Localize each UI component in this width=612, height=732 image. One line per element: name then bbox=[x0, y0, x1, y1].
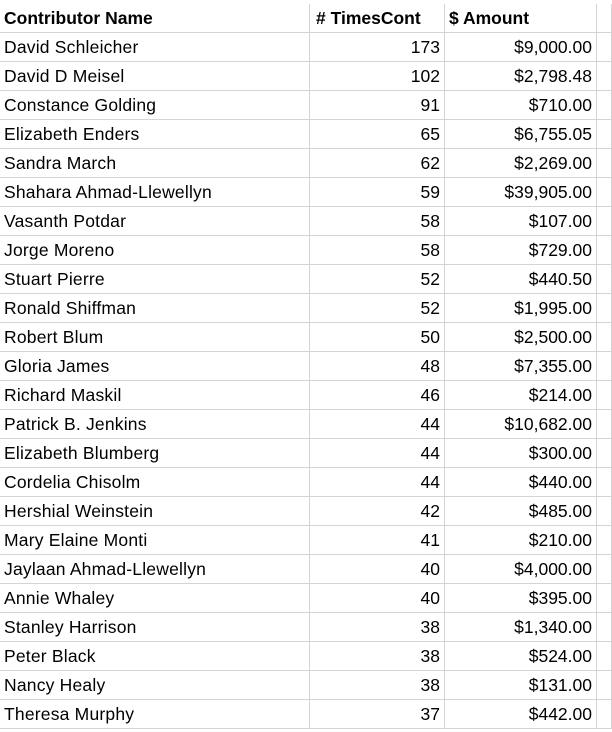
empty-cell[interactable] bbox=[597, 33, 612, 62]
empty-cell[interactable] bbox=[597, 555, 612, 584]
empty-cell[interactable] bbox=[597, 294, 612, 323]
table-row bbox=[0, 439, 612, 468]
cell-times-contributed[interactable]: 50 bbox=[310, 323, 445, 352]
cell-amount[interactable]: $39,905.00 bbox=[445, 178, 597, 207]
table-row bbox=[0, 381, 612, 410]
cell-times-contributed[interactable]: 58 bbox=[310, 236, 445, 265]
cell-times-contributed[interactable]: 40 bbox=[310, 555, 445, 584]
cell-contributor-name[interactable]: Patrick B. Jenkins bbox=[0, 410, 310, 439]
cell-times-contributed[interactable]: 41 bbox=[310, 526, 445, 555]
table-row bbox=[0, 497, 612, 526]
cell-contributor-name[interactable]: Shahara Ahmad-Llewellyn bbox=[0, 178, 310, 207]
header-amount[interactable]: $ Amount bbox=[445, 4, 597, 33]
cell-contributor-name[interactable]: Nancy Healy bbox=[0, 671, 310, 700]
cell-amount[interactable]: $4,000.00 bbox=[445, 555, 597, 584]
cell-amount[interactable]: $1,995.00 bbox=[445, 294, 597, 323]
cell-contributor-name[interactable]: Ronald Shiffman bbox=[0, 294, 310, 323]
empty-cell[interactable] bbox=[597, 265, 612, 294]
cell-contributor-name[interactable]: Mary Elaine Monti bbox=[0, 526, 310, 555]
cell-times-contributed[interactable]: 37 bbox=[310, 700, 445, 729]
cell-amount[interactable]: $131.00 bbox=[445, 671, 597, 700]
cell-times-contributed[interactable]: 44 bbox=[310, 410, 445, 439]
empty-cell[interactable] bbox=[597, 91, 612, 120]
cell-times-contributed[interactable]: 40 bbox=[310, 584, 445, 613]
cell-contributor-name[interactable]: Hershial Weinstein bbox=[0, 497, 310, 526]
cell-times-contributed[interactable]: 48 bbox=[310, 352, 445, 381]
empty-cell[interactable] bbox=[597, 381, 612, 410]
table-row bbox=[0, 62, 612, 91]
cell-contributor-name[interactable]: Jorge Moreno bbox=[0, 236, 310, 265]
header-contributor-name[interactable]: Contributor Name bbox=[0, 4, 310, 33]
cell-amount[interactable]: $7,355.00 bbox=[445, 352, 597, 381]
table-row bbox=[0, 120, 612, 149]
empty-cell[interactable] bbox=[597, 120, 612, 149]
table-row bbox=[0, 613, 612, 642]
cell-contributor-name[interactable]: Theresa Murphy bbox=[0, 700, 310, 729]
empty-cell[interactable] bbox=[597, 410, 612, 439]
cell-amount[interactable]: $9,000.00 bbox=[445, 33, 597, 62]
cell-amount[interactable]: $300.00 bbox=[445, 439, 597, 468]
cell-contributor-name[interactable]: Richard Maskil bbox=[0, 381, 310, 410]
cell-contributor-name[interactable]: Gloria James bbox=[0, 352, 310, 381]
cell-times-contributed[interactable]: 44 bbox=[310, 439, 445, 468]
header-times-contributed[interactable]: # TimesCont bbox=[310, 4, 445, 33]
cell-amount[interactable]: $6,755.05 bbox=[445, 120, 597, 149]
cell-amount[interactable]: $729.00 bbox=[445, 236, 597, 265]
table-row bbox=[0, 33, 612, 62]
cell-times-contributed[interactable]: 38 bbox=[310, 671, 445, 700]
cell-times-contributed[interactable]: 46 bbox=[310, 381, 445, 410]
cell-times-contributed[interactable]: 38 bbox=[310, 613, 445, 642]
empty-cell[interactable] bbox=[597, 236, 612, 265]
table-row bbox=[0, 91, 612, 120]
table-row bbox=[0, 526, 612, 555]
cell-times-contributed[interactable]: 38 bbox=[310, 642, 445, 671]
cell-amount[interactable]: $107.00 bbox=[445, 207, 597, 236]
cell-contributor-name[interactable]: Sandra March bbox=[0, 149, 310, 178]
cell-contributor-name[interactable]: Vasanth Potdar bbox=[0, 207, 310, 236]
cell-amount[interactable]: $524.00 bbox=[445, 642, 597, 671]
empty-cell[interactable] bbox=[597, 700, 612, 729]
table-row bbox=[0, 352, 612, 381]
table-row bbox=[0, 294, 612, 323]
empty-cell[interactable] bbox=[597, 62, 612, 91]
table-row bbox=[0, 265, 612, 294]
table-row bbox=[0, 236, 612, 265]
cell-times-contributed[interactable]: 102 bbox=[310, 62, 445, 91]
cell-amount[interactable]: $440.50 bbox=[445, 265, 597, 294]
cell-amount[interactable]: $210.00 bbox=[445, 526, 597, 555]
empty-cell[interactable] bbox=[597, 439, 612, 468]
cell-times-contributed[interactable]: 59 bbox=[310, 178, 445, 207]
empty-cell[interactable] bbox=[597, 352, 612, 381]
cell-amount[interactable]: $214.00 bbox=[445, 381, 597, 410]
table-row bbox=[0, 410, 612, 439]
cell-contributor-name[interactable]: Stanley Harrison bbox=[0, 613, 310, 642]
table-row bbox=[0, 555, 612, 584]
cell-contributor-name[interactable]: Jaylaan Ahmad-Llewellyn bbox=[0, 555, 310, 584]
empty-cell[interactable] bbox=[597, 671, 612, 700]
cell-amount[interactable]: $2,500.00 bbox=[445, 323, 597, 352]
empty-cell[interactable] bbox=[597, 323, 612, 352]
table-row bbox=[0, 468, 612, 497]
cell-times-contributed[interactable]: 62 bbox=[310, 149, 445, 178]
cell-amount[interactable]: $395.00 bbox=[445, 584, 597, 613]
cell-contributor-name[interactable]: David Schleicher bbox=[0, 33, 310, 62]
cell-contributor-name[interactable]: Elizabeth Enders bbox=[0, 120, 310, 149]
header-row bbox=[0, 4, 612, 33]
table-row bbox=[0, 584, 612, 613]
cell-times-contributed[interactable]: 58 bbox=[310, 207, 445, 236]
empty-cell[interactable] bbox=[597, 613, 612, 642]
cell-contributor-name[interactable]: Robert Blum bbox=[0, 323, 310, 352]
cell-times-contributed[interactable]: 52 bbox=[310, 294, 445, 323]
cell-contributor-name[interactable]: Elizabeth Blumberg bbox=[0, 439, 310, 468]
cell-amount[interactable]: $2,269.00 bbox=[445, 149, 597, 178]
cell-amount[interactable]: $1,340.00 bbox=[445, 613, 597, 642]
cell-times-contributed[interactable]: 44 bbox=[310, 468, 445, 497]
cell-contributor-name[interactable]: Constance Golding bbox=[0, 91, 310, 120]
table-row bbox=[0, 642, 612, 671]
cell-amount[interactable]: $2,798.48 bbox=[445, 62, 597, 91]
table-row bbox=[0, 149, 612, 178]
cell-contributor-name[interactable]: Peter Black bbox=[0, 642, 310, 671]
cell-times-contributed[interactable]: 91 bbox=[310, 91, 445, 120]
empty-cell[interactable] bbox=[597, 526, 612, 555]
cell-contributor-name[interactable]: David D Meisel bbox=[0, 62, 310, 91]
cell-contributor-name[interactable]: Annie Whaley bbox=[0, 584, 310, 613]
cell-amount[interactable]: $442.00 bbox=[445, 700, 597, 729]
table-row bbox=[0, 323, 612, 352]
empty-cell[interactable] bbox=[597, 468, 612, 497]
cell-amount[interactable]: $10,682.00 bbox=[445, 410, 597, 439]
empty-cell[interactable] bbox=[597, 584, 612, 613]
cell-amount[interactable]: $710.00 bbox=[445, 91, 597, 120]
cell-contributor-name[interactable]: Stuart Pierre bbox=[0, 265, 310, 294]
cell-times-contributed[interactable]: 173 bbox=[310, 33, 445, 62]
cell-amount[interactable]: $485.00 bbox=[445, 497, 597, 526]
table-row bbox=[0, 207, 612, 236]
table-row bbox=[0, 700, 612, 729]
cell-times-contributed[interactable]: 42 bbox=[310, 497, 445, 526]
cell-amount[interactable]: $440.00 bbox=[445, 468, 597, 497]
table-row bbox=[0, 671, 612, 700]
empty-cell[interactable] bbox=[597, 207, 612, 236]
empty-cell[interactable] bbox=[597, 178, 612, 207]
empty-cell[interactable] bbox=[597, 497, 612, 526]
empty-cell[interactable] bbox=[597, 642, 612, 671]
cell-times-contributed[interactable]: 52 bbox=[310, 265, 445, 294]
empty-cell[interactable] bbox=[597, 4, 612, 33]
empty-cell[interactable] bbox=[597, 149, 612, 178]
cell-contributor-name[interactable]: Cordelia Chisolm bbox=[0, 468, 310, 497]
cell-times-contributed[interactable]: 65 bbox=[310, 120, 445, 149]
table-row bbox=[0, 178, 612, 207]
